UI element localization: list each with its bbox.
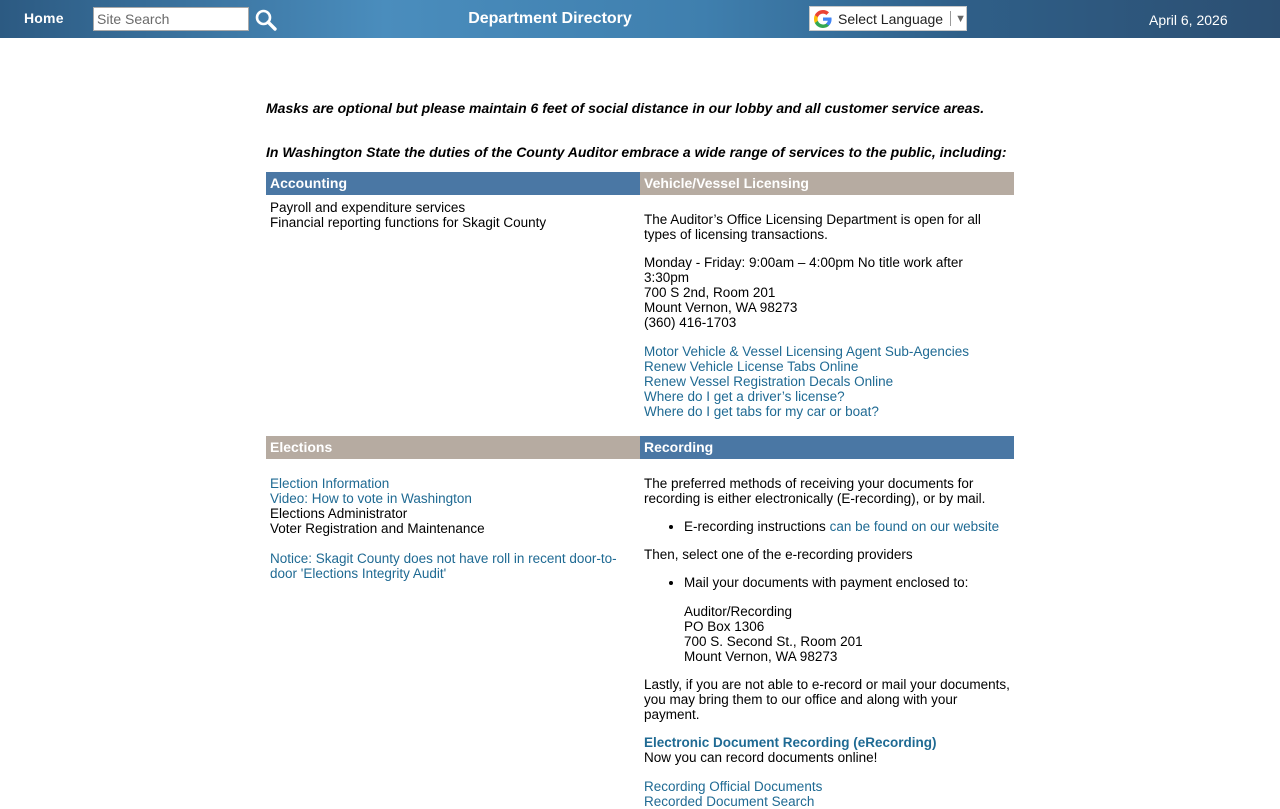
erecording-text: E-recording instructions [684,519,830,534]
mail-address-line: Mount Vernon, WA 98273 [684,649,838,664]
licensing-phone: (360) 416-1703 [644,315,737,330]
licensing-city: Mount Vernon, WA 98273 [644,300,798,315]
google-icon [814,10,832,28]
mail-address-line: Auditor/Recording [684,604,793,619]
renew-tabs-link[interactable]: Renew Vehicle License Tabs Online [644,359,859,374]
licensing-hours: Monday - Friday: 9:00am – 4:00pm No title work after 3:30pm [644,255,963,285]
recording-section [640,436,1014,809]
recording-list [644,519,1010,534]
erecording-instructions-link[interactable]: can be found on our website [829,519,1000,534]
accounting-section [266,172,640,419]
elections-header: Elections [266,436,640,459]
licensing-address: 700 S 2nd, Room 201 [644,285,776,300]
top-navigation-bar [0,0,1280,38]
licensing-header: Vehicle/Vessel Licensing [640,172,1014,195]
list-item [684,519,1010,534]
accounting-header: Accounting [266,172,640,195]
mail-address-line: PO Box 1306 [684,619,765,634]
mail-instructions: Mail your documents with payment enclosed to: [684,575,969,590]
recording-lastly-text: Lastly, if you are not able to e-record or mail your documents, you may bring them to our office and along with your payment. [644,677,1010,722]
recording-intro: The preferred methods of receiving your documents for recording is either electronically (E-recording), or by mail. [644,476,986,506]
mail-address-line: 700 S. Second St., Room 201 [684,634,863,649]
dropdown-triangle-icon: ▼ [955,12,966,25]
erecording-link[interactable]: Electronic Document Recording (eRecording) [644,735,937,750]
site-search-input[interactable] [93,7,249,31]
mail-address [644,604,1010,664]
page-title: Department Directory [468,10,632,27]
drivers-license-link[interactable]: Where do I get a driver’s license? [644,389,845,404]
language-select-label: Select Language [838,10,944,27]
language-select[interactable] [809,6,967,31]
main-content [266,100,1014,809]
audit-notice-link[interactable]: Notice: Skagit County does not have roll in recent door-to-door 'Elections Integrity Audit' [270,551,617,581]
recording-mail-list [644,575,1010,590]
language-select-divider [950,11,951,26]
recorded-document-search-link[interactable]: Recorded Document Search [644,794,815,809]
mask-notice: Masks are optional but please maintain 6 feet of social distance in our lobby and all customer service areas. [266,100,985,116]
elections-line: Elections Administrator [270,506,408,521]
accounting-line: Financial reporting functions for Skagit County [270,215,547,230]
elections-line: Voter Registration and Maintenance [270,521,485,536]
elections-section [266,436,640,809]
licensing-section [640,172,1014,419]
licensing-intro: The Auditor’s Office Licensing Department is open for all types of licensing transactions. [644,212,981,242]
tabs-car-boat-link[interactable]: Where do I get tabs for my car or boat? [644,404,879,419]
recording-header: Recording [640,436,1014,459]
accounting-line: Payroll and expenditure services [270,200,466,215]
sub-agencies-link[interactable]: Motor Vehicle & Vessel Licensing Agent Sub-Agencies [644,344,969,359]
duties-notice: In Washington State the duties of the County Auditor embrace a wide range of services to the public, including: [266,144,1007,160]
election-information-link[interactable]: Election Information [270,476,390,491]
department-row-1 [266,172,1014,419]
recording-official-documents-link[interactable]: Recording Official Documents [644,779,823,794]
recording-then-text: Then, select one of the e-recording providers [644,547,913,562]
how-to-vote-video-link[interactable]: Video: How to vote in Washington [270,491,472,506]
erecording-subtext: Now you can record documents online! [644,750,878,765]
list-item [684,575,1010,590]
home-link[interactable]: Home [24,10,64,26]
magnifier-icon[interactable] [254,8,278,32]
current-date: April 6, 2026 [1149,12,1228,28]
department-row-2 [266,436,1014,809]
renew-decals-link[interactable]: Renew Vessel Registration Decals Online [644,374,894,389]
